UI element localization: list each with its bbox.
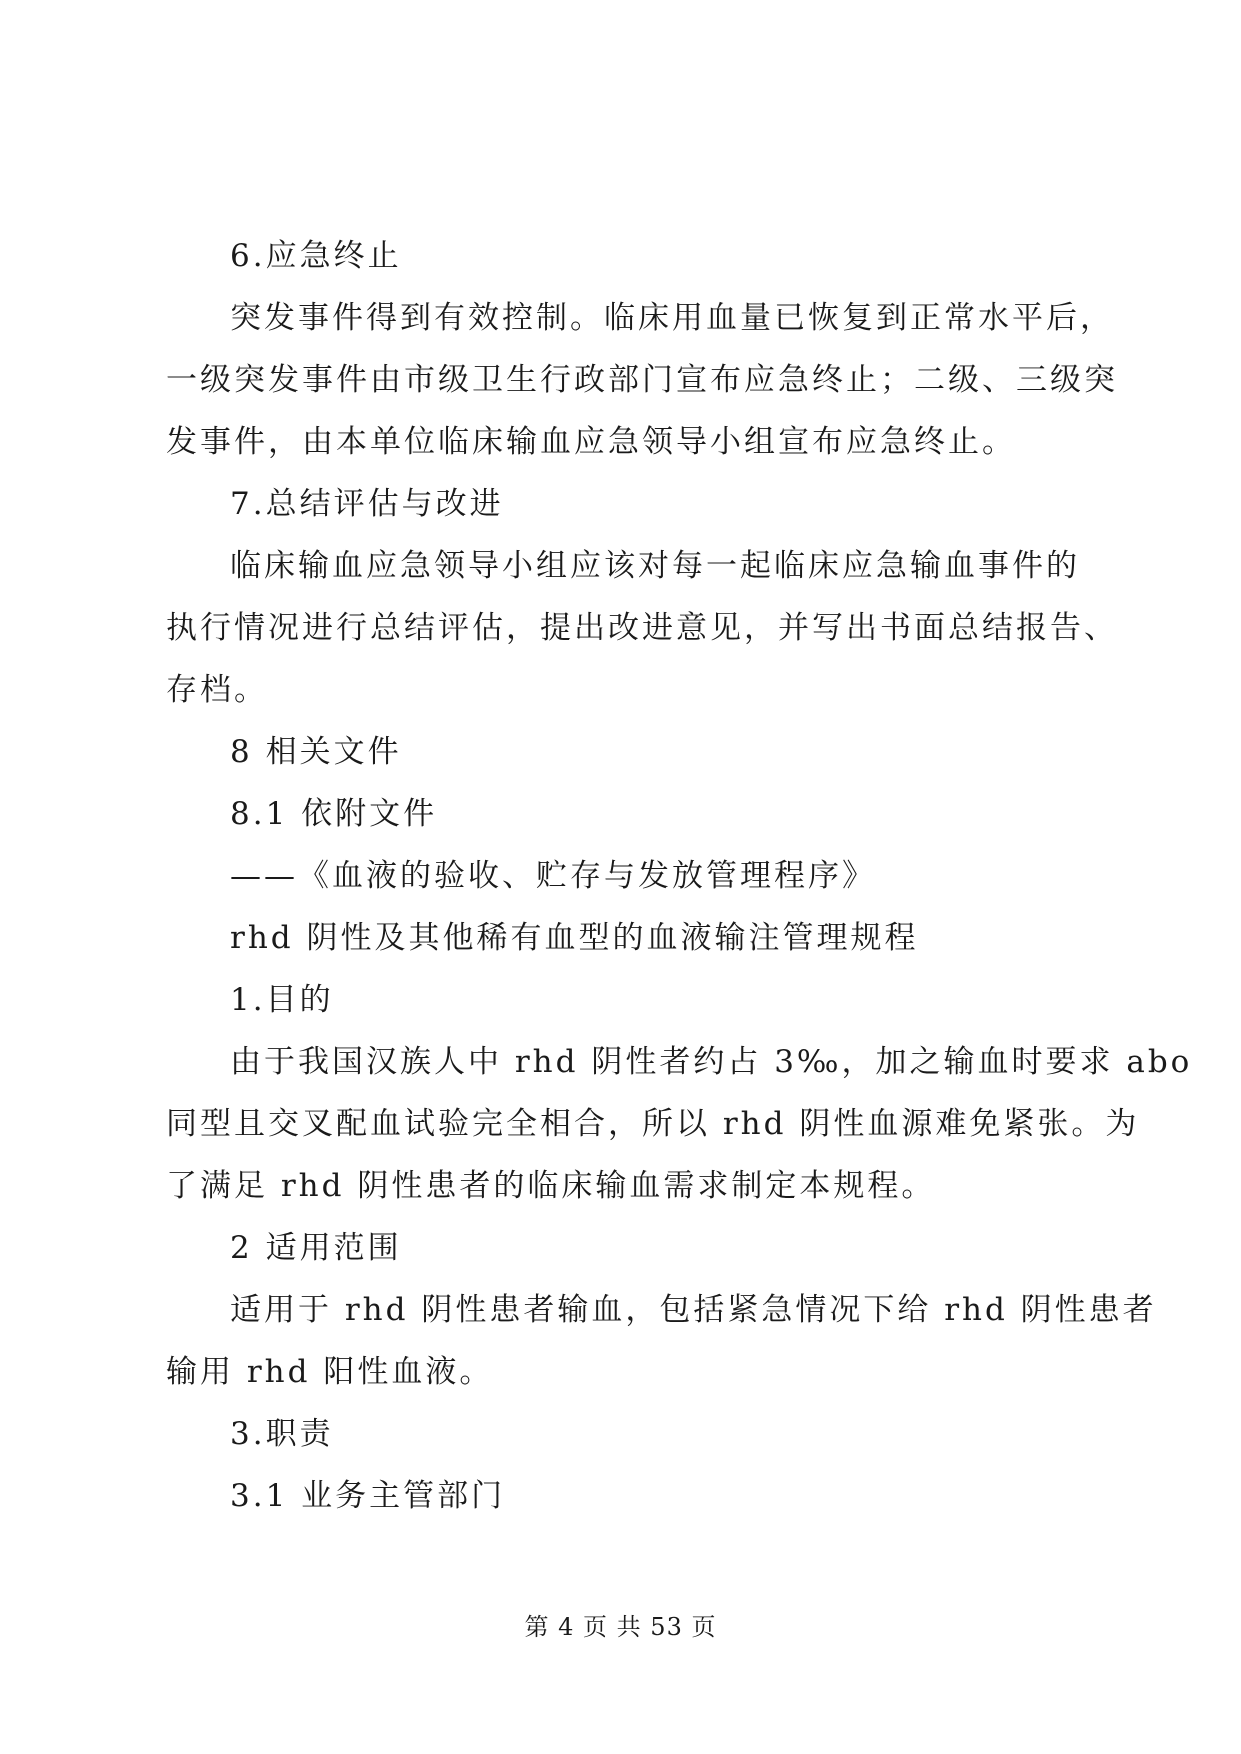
paragraph-line: 执行情况进行总结评估，提出改进意见，并写出书面总结报告、	[166, 610, 1118, 646]
heading-responsibilities: 3.职责	[230, 1416, 334, 1452]
paragraph-line: 存档。	[166, 672, 268, 708]
heading-attached-documents: 8.1 依附文件	[230, 796, 438, 832]
document-reference: ——《血液的验收、贮存与发放管理程序》	[230, 858, 876, 894]
paragraph-line: 一级突发事件由市级卫生行政部门宣布应急终止；二级、三级突	[166, 362, 1118, 398]
section-title: rhd 阴性及其他稀有血型的血液输注管理规程	[230, 920, 919, 956]
heading-business-department: 3.1 业务主管部门	[230, 1478, 506, 1514]
paragraph-line: 适用于 rhd 阴性患者输血，包括紧急情况下给 rhd 阴性患者	[230, 1292, 1157, 1328]
paragraph-line: 发事件，由本单位临床输血应急领导小组宣布应急终止。	[166, 424, 1016, 460]
paragraph-line: 突发事件得到有效控制。临床用血量已恢复到正常水平后，	[230, 300, 1114, 336]
paragraph-line: 由于我国汉族人中 rhd 阴性者约占 3‰，加之输血时要求 abo	[230, 1044, 1193, 1080]
heading-related-documents: 8 相关文件	[230, 734, 402, 770]
paragraph-line: 临床输血应急领导小组应该对每一起临床应急输血事件的	[230, 548, 1080, 584]
paragraph-line: 同型且交叉配血试验完全相合，所以 rhd 阴性血源难免紧张。为	[166, 1106, 1140, 1142]
page-footer: 第 4 页 共 53 页	[524, 1613, 717, 1641]
heading-scope: 2 适用范围	[230, 1230, 402, 1266]
heading-emergency-termination: 6.应急终止	[230, 238, 402, 274]
paragraph-line: 了满足 rhd 阴性患者的临床输血需求制定本规程。	[166, 1168, 936, 1204]
heading-summary-evaluation: 7.总结评估与改进	[230, 486, 504, 522]
heading-purpose: 1.目的	[230, 982, 334, 1018]
paragraph-line: 输用 rhd 阳性血液。	[166, 1354, 494, 1390]
